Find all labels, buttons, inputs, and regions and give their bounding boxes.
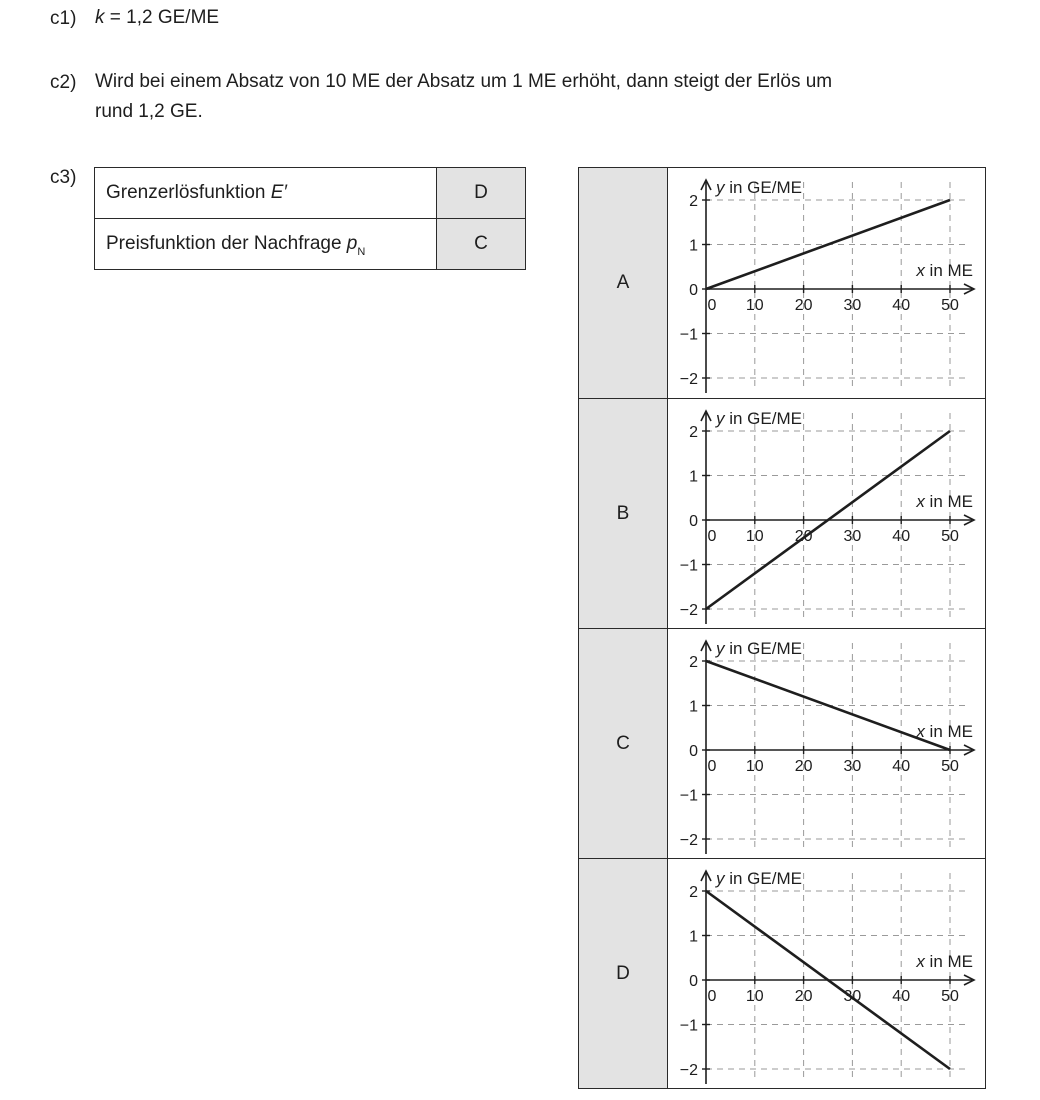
graph-plot: [668, 859, 985, 1089]
x-tick-label: 50: [941, 297, 959, 314]
y-tick-label: −1: [679, 557, 698, 575]
graph-row-a: [579, 168, 985, 398]
graph-table: [578, 167, 986, 1089]
x-tick-label: 40: [892, 297, 911, 314]
x-tick-label: 20: [794, 528, 813, 545]
graph-row-b: [579, 398, 985, 628]
graph-row-d: [579, 858, 985, 1088]
x-tick-label: 50: [941, 758, 959, 775]
y-tick-label: 1: [689, 237, 698, 255]
x-tick-label: 10: [745, 988, 764, 1005]
x-tick-label: 20: [794, 758, 813, 775]
y-tick-label: −1: [679, 326, 698, 344]
c1-value: = 1,2 GE/ME: [104, 7, 220, 28]
y-axis-label: y in GE/ME: [716, 869, 802, 888]
item-label-c3: c3): [50, 167, 77, 188]
x-axis-label: x in ME: [916, 261, 973, 280]
answer-cell: D: [437, 168, 526, 219]
graph-plot: [668, 168, 985, 398]
y-axis-label: y in GE/ME: [716, 639, 802, 658]
y-tick-label: 2: [689, 884, 698, 901]
y-tick-label: −2: [679, 602, 698, 619]
y-tick-label: 2: [689, 424, 698, 441]
description-text: Grenzerlösfunktion: [106, 182, 271, 203]
x-tick-label: 50: [941, 528, 959, 545]
x-tick-label: 30: [843, 988, 862, 1005]
x-tick-label: 40: [892, 528, 911, 545]
y-tick-label: 2: [689, 654, 698, 671]
c2-answer: [95, 67, 832, 127]
x-tick-label: 20: [794, 297, 813, 314]
graph-letter: C: [579, 629, 668, 858]
function-subscript: N: [357, 246, 366, 258]
y-tick-label: 0: [689, 743, 698, 760]
x-tick-label: 0: [707, 758, 717, 775]
answer-cell: C: [437, 219, 526, 270]
function-symbol: p: [346, 233, 358, 254]
y-axis-label: y in GE/ME: [716, 409, 802, 428]
x-tick-label: 10: [745, 758, 764, 775]
y-tick-label: 2: [689, 193, 698, 210]
y-tick-label: 0: [689, 513, 698, 530]
x-tick-label: 0: [707, 528, 717, 545]
y-tick-label: 1: [689, 928, 698, 946]
assignment-table: [94, 167, 526, 270]
x-tick-label: 20: [794, 988, 813, 1005]
function-description: [95, 168, 437, 219]
y-tick-label: 0: [689, 973, 698, 990]
y-tick-label: −2: [679, 1062, 698, 1079]
x-tick-label: 50: [941, 988, 959, 1005]
function-description: [95, 219, 437, 270]
graph-letter: A: [579, 168, 668, 398]
x-tick-label: 30: [843, 528, 862, 545]
y-tick-label: 1: [689, 698, 698, 716]
y-tick-label: −1: [679, 787, 698, 805]
table-row: [95, 168, 526, 219]
x-tick-label: 30: [843, 297, 862, 314]
y-tick-label: −2: [679, 371, 698, 388]
item-label-c1: c1): [50, 8, 77, 29]
x-tick-label: 0: [707, 297, 717, 314]
x-axis-label: x in ME: [916, 722, 973, 741]
x-tick-label: 10: [745, 297, 764, 314]
x-axis-label: x in ME: [916, 952, 973, 971]
graph-plot: [668, 399, 985, 629]
item-label-c2: c2): [50, 72, 77, 93]
y-tick-label: 1: [689, 468, 698, 486]
c1-variable: k: [95, 7, 105, 28]
description-text: Preisfunktion der Nachfrage: [106, 233, 347, 254]
function-symbol: E′: [270, 182, 287, 203]
c1-answer: [95, 3, 219, 33]
x-tick-label: 30: [843, 758, 862, 775]
y-tick-label: 0: [689, 282, 698, 299]
graph-letter: D: [579, 859, 668, 1088]
graph-row-c: [579, 628, 985, 858]
graph-letter: B: [579, 399, 668, 628]
graph-plot: [668, 629, 985, 859]
x-axis-label: x in ME: [916, 492, 973, 511]
x-tick-label: 0: [707, 988, 717, 1005]
x-tick-label: 40: [892, 988, 911, 1005]
c2-line2: rund 1,2 GE.: [95, 101, 203, 122]
table-row: [95, 219, 526, 270]
y-tick-label: −1: [679, 1017, 698, 1035]
x-tick-label: 10: [745, 528, 764, 545]
c2-line1: Wird bei einem Absatz von 10 ME der Absatz um 1 ME erhöht, dann steigt der Erlös um: [95, 71, 833, 92]
x-tick-label: 40: [892, 758, 911, 775]
y-tick-label: −2: [679, 832, 698, 849]
y-axis-label: y in GE/ME: [716, 178, 802, 197]
